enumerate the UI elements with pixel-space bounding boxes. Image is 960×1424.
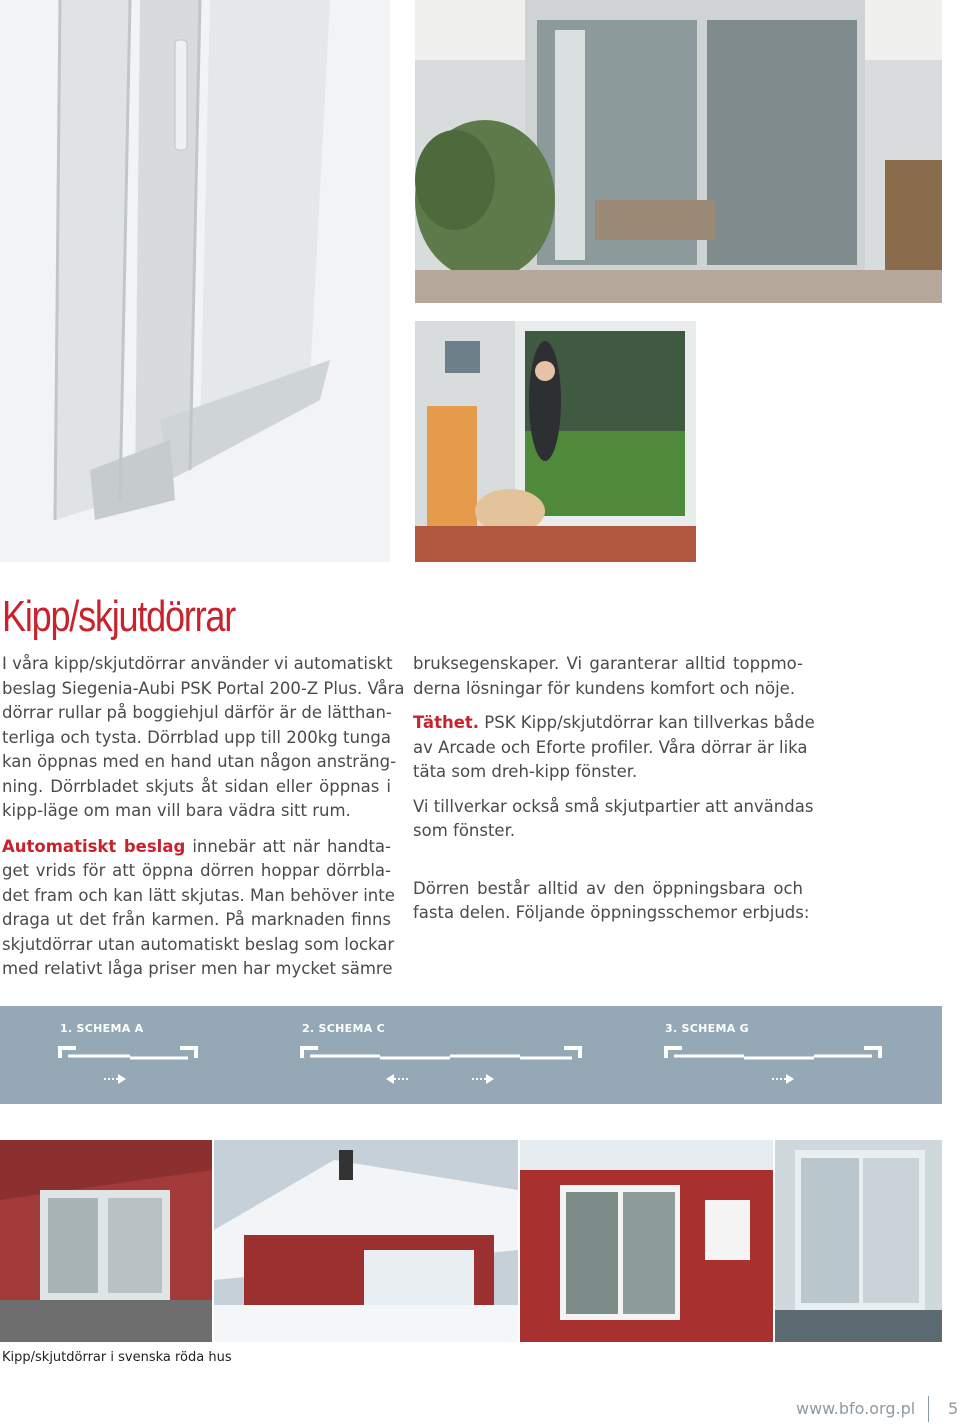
schema-a-label: 1. SCHEMA A	[60, 1022, 144, 1035]
photo-caption: Kipp/skjutdörrar i svenska röda hus	[2, 1350, 232, 1365]
right-text-column	[413, 652, 815, 926]
beslag-first-line: innebär att när handta-	[185, 836, 391, 856]
red-house-white-door-photo	[520, 1140, 773, 1342]
text-line: av Arcade och Eforte profiler. Våra dörrar är lika	[413, 737, 808, 757]
opening-schema-band	[0, 1006, 942, 1104]
page-number: 5	[948, 1399, 959, 1418]
text-line: ning. Dörrbladet skjuts åt sidan eller öppnas i	[2, 776, 391, 796]
page-title: Kipp/skjutdörrar	[2, 592, 235, 641]
tathet-heading: Täthet.	[413, 713, 480, 732]
left-text-column	[2, 652, 405, 982]
door-hardware-photo	[0, 0, 390, 562]
text-line: draga ut det från karmen. På marknaden finns	[2, 910, 391, 929]
text-line: fasta delen. Följande öppningsschemor erbjuds:	[413, 903, 810, 922]
tathet-first-line: PSK Kipp/skjutdörrar kan tillverkas både	[479, 713, 815, 732]
small-window-paragraph	[413, 795, 814, 844]
text-line: Vi tillverkar också små skjutpartier att användas	[413, 796, 814, 816]
text-line: kipp-läge om man vill bara vädra sitt rum.	[2, 801, 351, 820]
schema-c-label: 2. SCHEMA C	[302, 1022, 386, 1035]
house-exterior-photo	[415, 0, 942, 303]
continuation-paragraph	[413, 652, 803, 701]
text-line	[2, 835, 391, 860]
text-line: beslag Siegenia-Aubi PSK Portal 200-Z Plus. Våra	[2, 678, 405, 698]
schema-c-diagram	[300, 1044, 600, 1094]
interior-sliding-door-photo	[775, 1140, 942, 1342]
text-line	[413, 711, 815, 736]
intro-paragraph	[2, 652, 405, 824]
beslag-heading: Automatiskt beslag	[2, 836, 186, 856]
text-line: get vrids för att öppna dörren hoppar dörrbla-	[2, 861, 391, 880]
footer-url[interactable]: www.bfo.org.pl	[796, 1399, 916, 1418]
text-line: I våra kipp/skjutdörrar använder vi automatiskt	[2, 654, 393, 673]
text-line: med relativt låga priser men har mycket sämre	[2, 959, 393, 978]
text-line: täta som dreh-kipp fönster.	[413, 762, 638, 781]
schema-g-label: 3. SCHEMA G	[665, 1022, 749, 1035]
woman-dog-door-photo	[415, 321, 696, 562]
footer-divider	[928, 1396, 929, 1422]
beslag-paragraph	[2, 835, 395, 982]
red-house-snow-photo	[214, 1140, 518, 1342]
text-line: derna lösningar för kundens komfort och nöje.	[413, 678, 796, 698]
text-line: skjutdörrar utan automatiskt beslag som lockar	[2, 934, 395, 954]
text-line: det fram och kan lätt skjutas. Man behöver inte	[2, 885, 395, 905]
tathet-paragraph	[413, 711, 815, 785]
schema-a-diagram	[58, 1044, 208, 1094]
text-line: bruksegenskaper. Vi garanterar alltid toppmo-	[413, 654, 803, 673]
red-house-porch-photo	[0, 1140, 212, 1342]
text-line: kan öppnas med en hand utan någon ansträng-	[2, 752, 397, 771]
text-line: terliga och tysta. Dörrblad upp till 200kg tunga	[2, 727, 391, 747]
schema-g-diagram	[664, 1044, 894, 1094]
opening-schema-paragraph	[413, 877, 810, 926]
text-line: som fönster.	[413, 821, 516, 840]
text-line: Dörren består alltid av den öppningsbara och	[413, 878, 803, 898]
text-line: dörrar rullar på boggiehjul därför är de lätthan-	[2, 703, 392, 722]
